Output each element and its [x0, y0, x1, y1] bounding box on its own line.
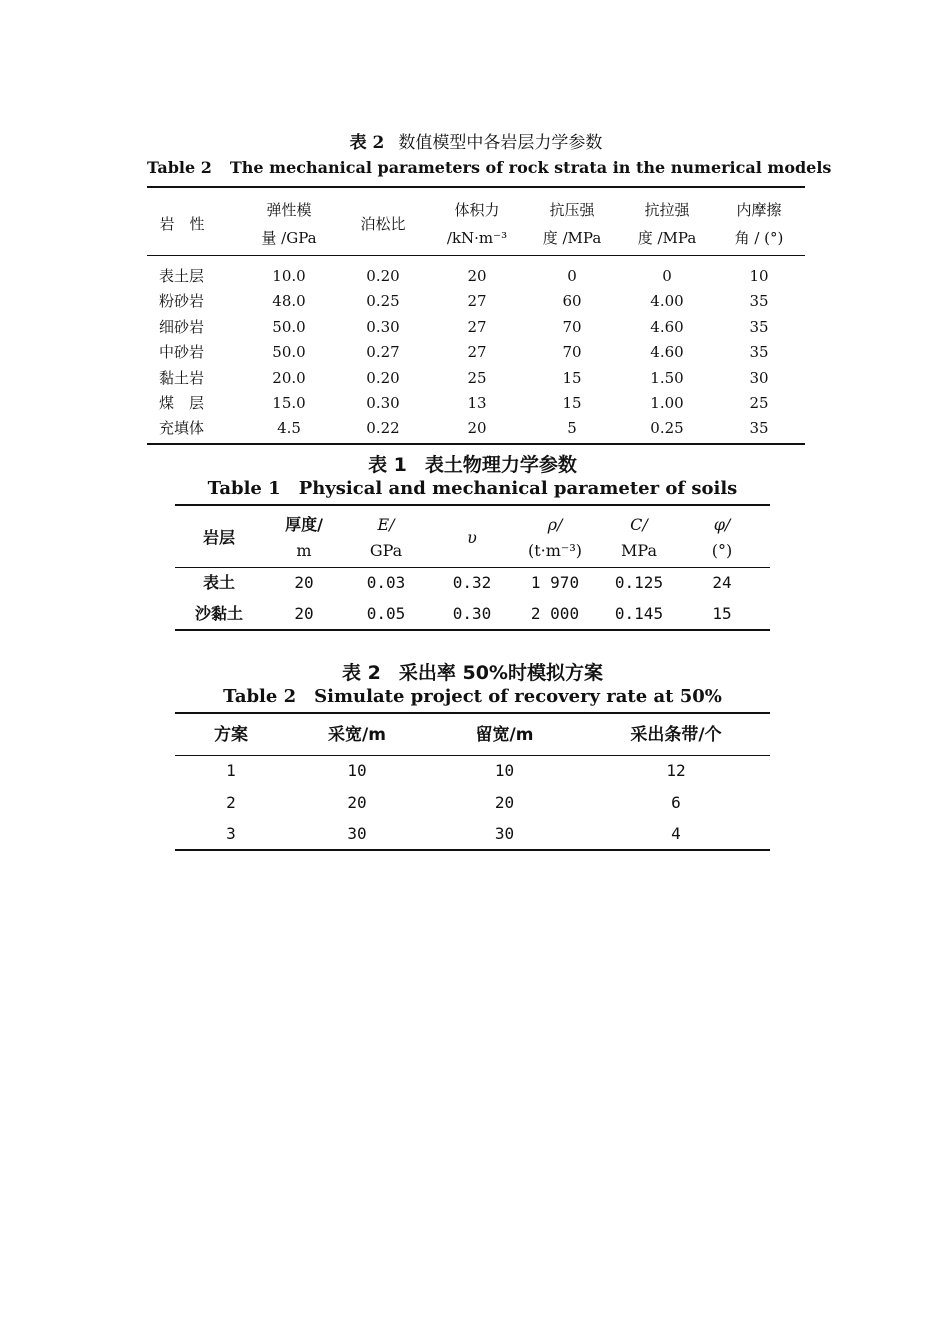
caption-title: Physical and mechanical parameter of soils [298, 478, 738, 499]
bottom-rule [175, 849, 770, 851]
caption-label: Table 2 [223, 686, 297, 707]
table-cell: 13 [467, 394, 487, 412]
table-cell: 20 [294, 573, 314, 592]
header-elastic-modulus-unit: GPa [369, 541, 403, 560]
caption-title: 表土物理力学参数 [424, 454, 577, 476]
table-cell: 4.60 [650, 343, 684, 362]
top-rule [175, 504, 770, 506]
header-body-force: 体积力 [454, 201, 500, 219]
header-friction-angle: 内摩擦 [736, 201, 782, 219]
header-tensile-strength: 抗拉强 [644, 201, 690, 219]
table-caption-en [147, 158, 832, 177]
table-cell: 25 [749, 394, 769, 412]
table-cell: 0.20 [366, 267, 400, 285]
table-cell: 0.145 [614, 604, 664, 623]
caption-title: 数值模型中各岩层力学参数 [398, 133, 603, 153]
caption-label: Table 2 [147, 158, 212, 177]
table-caption-en [175, 478, 770, 499]
table-cell: 30 [749, 368, 769, 387]
table-cell: 0.30 [366, 317, 400, 336]
header-tensile-strength-unit: 度 /MPa [637, 229, 697, 247]
header-friction-angle: φ/ [713, 515, 731, 534]
header-friction-angle-unit: 角 / (°) [734, 229, 784, 247]
table-cell: 0.30 [452, 604, 492, 623]
table-cell: 1.50 [650, 368, 684, 387]
table-cell: 1.00 [650, 394, 684, 412]
table-cell: 0 [567, 267, 577, 285]
table-cell: 0.27 [366, 343, 400, 362]
table-cell: 0.32 [452, 573, 492, 592]
row-label-cell: 细砂岩 [159, 317, 205, 336]
header-mining-width: 采宽/m [328, 725, 386, 745]
table-cell: 30 [494, 824, 515, 843]
row-label-cell: 充填体 [159, 419, 205, 438]
row-label-cell: 中砂岩 [159, 343, 205, 362]
top-rule [175, 712, 770, 714]
bottom-rule [175, 629, 770, 631]
table-cell: 0.25 [366, 292, 400, 311]
row-label-cell: 1 [226, 761, 236, 780]
table-cell: 50.0 [272, 343, 306, 362]
table-cell: 2 000 [530, 604, 580, 623]
table-cell: 10.0 [272, 267, 306, 285]
caption-title: Simulate project of recovery rate at 50% [314, 686, 722, 707]
table-soil-parameters [175, 446, 770, 636]
table-cell: 20 [467, 267, 487, 285]
caption-label: 表 1 [368, 454, 407, 476]
header-body-force-unit: /kN·m⁻³ [446, 229, 508, 247]
table-cell: 15.0 [272, 394, 306, 412]
table-cell: 0.03 [366, 573, 406, 592]
table-caption-cn [175, 450, 770, 477]
table-cell: 30 [347, 824, 367, 843]
table-cell: 15 [562, 394, 582, 412]
table-rock-strata-parameters [147, 124, 832, 446]
header-stratum: 岩层 [202, 528, 235, 547]
table-cell: 70 [562, 317, 582, 336]
table-cell: 20.0 [272, 368, 306, 387]
row-label-cell: 煤 层 [159, 394, 205, 412]
table-cell: 24 [712, 573, 732, 592]
header-thickness-unit: m [296, 541, 312, 560]
header-cohesion: C/ [630, 515, 648, 534]
header-strip-count: 采出条带/个 [630, 725, 722, 745]
table-cell: 35 [749, 343, 769, 362]
row-label-cell: 3 [226, 824, 236, 843]
table-cell: 0.25 [650, 419, 684, 438]
table-cell: 60 [562, 292, 582, 311]
row-label-cell: 黏土岩 [159, 368, 205, 387]
table-cell: 20 [294, 604, 314, 623]
table-cell: 10 [347, 761, 367, 780]
table-cell: 20 [494, 792, 515, 812]
table-cell: 27 [467, 317, 487, 336]
header-elastic-modulus-unit: 量 /GPa [261, 229, 317, 247]
row-label-cell: 沙黏土 [194, 604, 243, 623]
table-cell: 1 970 [530, 573, 580, 592]
table-cell: 0.125 [614, 573, 664, 592]
row-label-cell: 2 [226, 792, 236, 812]
header-lithology: 岩 性 [159, 215, 205, 233]
caption-label: 表 2 [342, 662, 381, 684]
header-compressive-strength: 抗压强 [549, 201, 595, 219]
table-cell: 0.30 [366, 394, 400, 412]
header-poisson-ratio: 泊松比 [360, 215, 406, 233]
header-poisson-ratio: υ [467, 528, 477, 547]
header-pillar-width: 留宽/m [475, 725, 534, 745]
header-density: ρ/ [547, 515, 563, 534]
table-cell: 5 [567, 419, 577, 438]
table-cell: 0.20 [366, 368, 400, 387]
table-cell: 10 [494, 761, 515, 780]
table-cell: 4 [671, 824, 681, 843]
table-cell: 25 [467, 368, 487, 387]
table-cell: 4.60 [650, 317, 684, 336]
table-cell: 10 [749, 267, 769, 285]
table-cell: 6 [671, 792, 681, 812]
table-caption-cn [175, 658, 770, 685]
table-cell: 20 [467, 419, 487, 438]
table-cell: 20 [347, 792, 367, 812]
caption-title: 采出率 50%时模拟方案 [398, 662, 603, 684]
table-cell: 0.05 [366, 604, 406, 623]
table-cell: 15 [712, 604, 732, 623]
caption-label: Table 1 [207, 478, 281, 499]
table-cell: 0 [662, 267, 672, 285]
table-caption-en [175, 686, 770, 707]
header-density-unit: (t·m⁻³) [527, 541, 583, 560]
table-caption-cn [147, 128, 805, 153]
table-cell: 50.0 [272, 317, 306, 336]
row-label-cell: 表土 [202, 573, 235, 592]
header-scheme: 方案 [214, 725, 248, 745]
row-label-cell: 粉砂岩 [159, 292, 205, 311]
table-simulation-schemes [175, 654, 770, 854]
caption-label: 表 2 [349, 133, 385, 153]
bottom-rule [147, 443, 805, 445]
table-cell: 15 [562, 368, 582, 387]
header-friction-angle-unit: (°) [711, 541, 733, 560]
caption-title: The mechanical parameters of rock strata in the numerical models [229, 158, 832, 177]
table-cell: 70 [562, 343, 582, 362]
table-cell: 27 [467, 343, 487, 362]
header-rule [147, 255, 805, 256]
header-elastic-modulus: 弹性模 [266, 201, 312, 219]
table-cell: 0.22 [366, 419, 400, 438]
header-compressive-strength-unit: 度 /MPa [542, 229, 602, 247]
table-cell: 35 [749, 317, 769, 336]
table-cell: 35 [749, 419, 769, 438]
table-cell: 27 [467, 292, 487, 311]
table-cell: 4.5 [277, 419, 301, 438]
table-cell: 12 [666, 761, 686, 780]
table-cell: 48.0 [272, 292, 306, 311]
top-rule [147, 186, 805, 188]
header-thickness: 厚度/ [285, 515, 323, 534]
table-cell: 4.00 [650, 292, 684, 311]
header-elastic-modulus: E/ [377, 515, 395, 534]
table-cell: 35 [749, 292, 769, 311]
row-label-cell: 表土层 [159, 267, 205, 285]
header-cohesion-unit: MPa [621, 541, 657, 560]
